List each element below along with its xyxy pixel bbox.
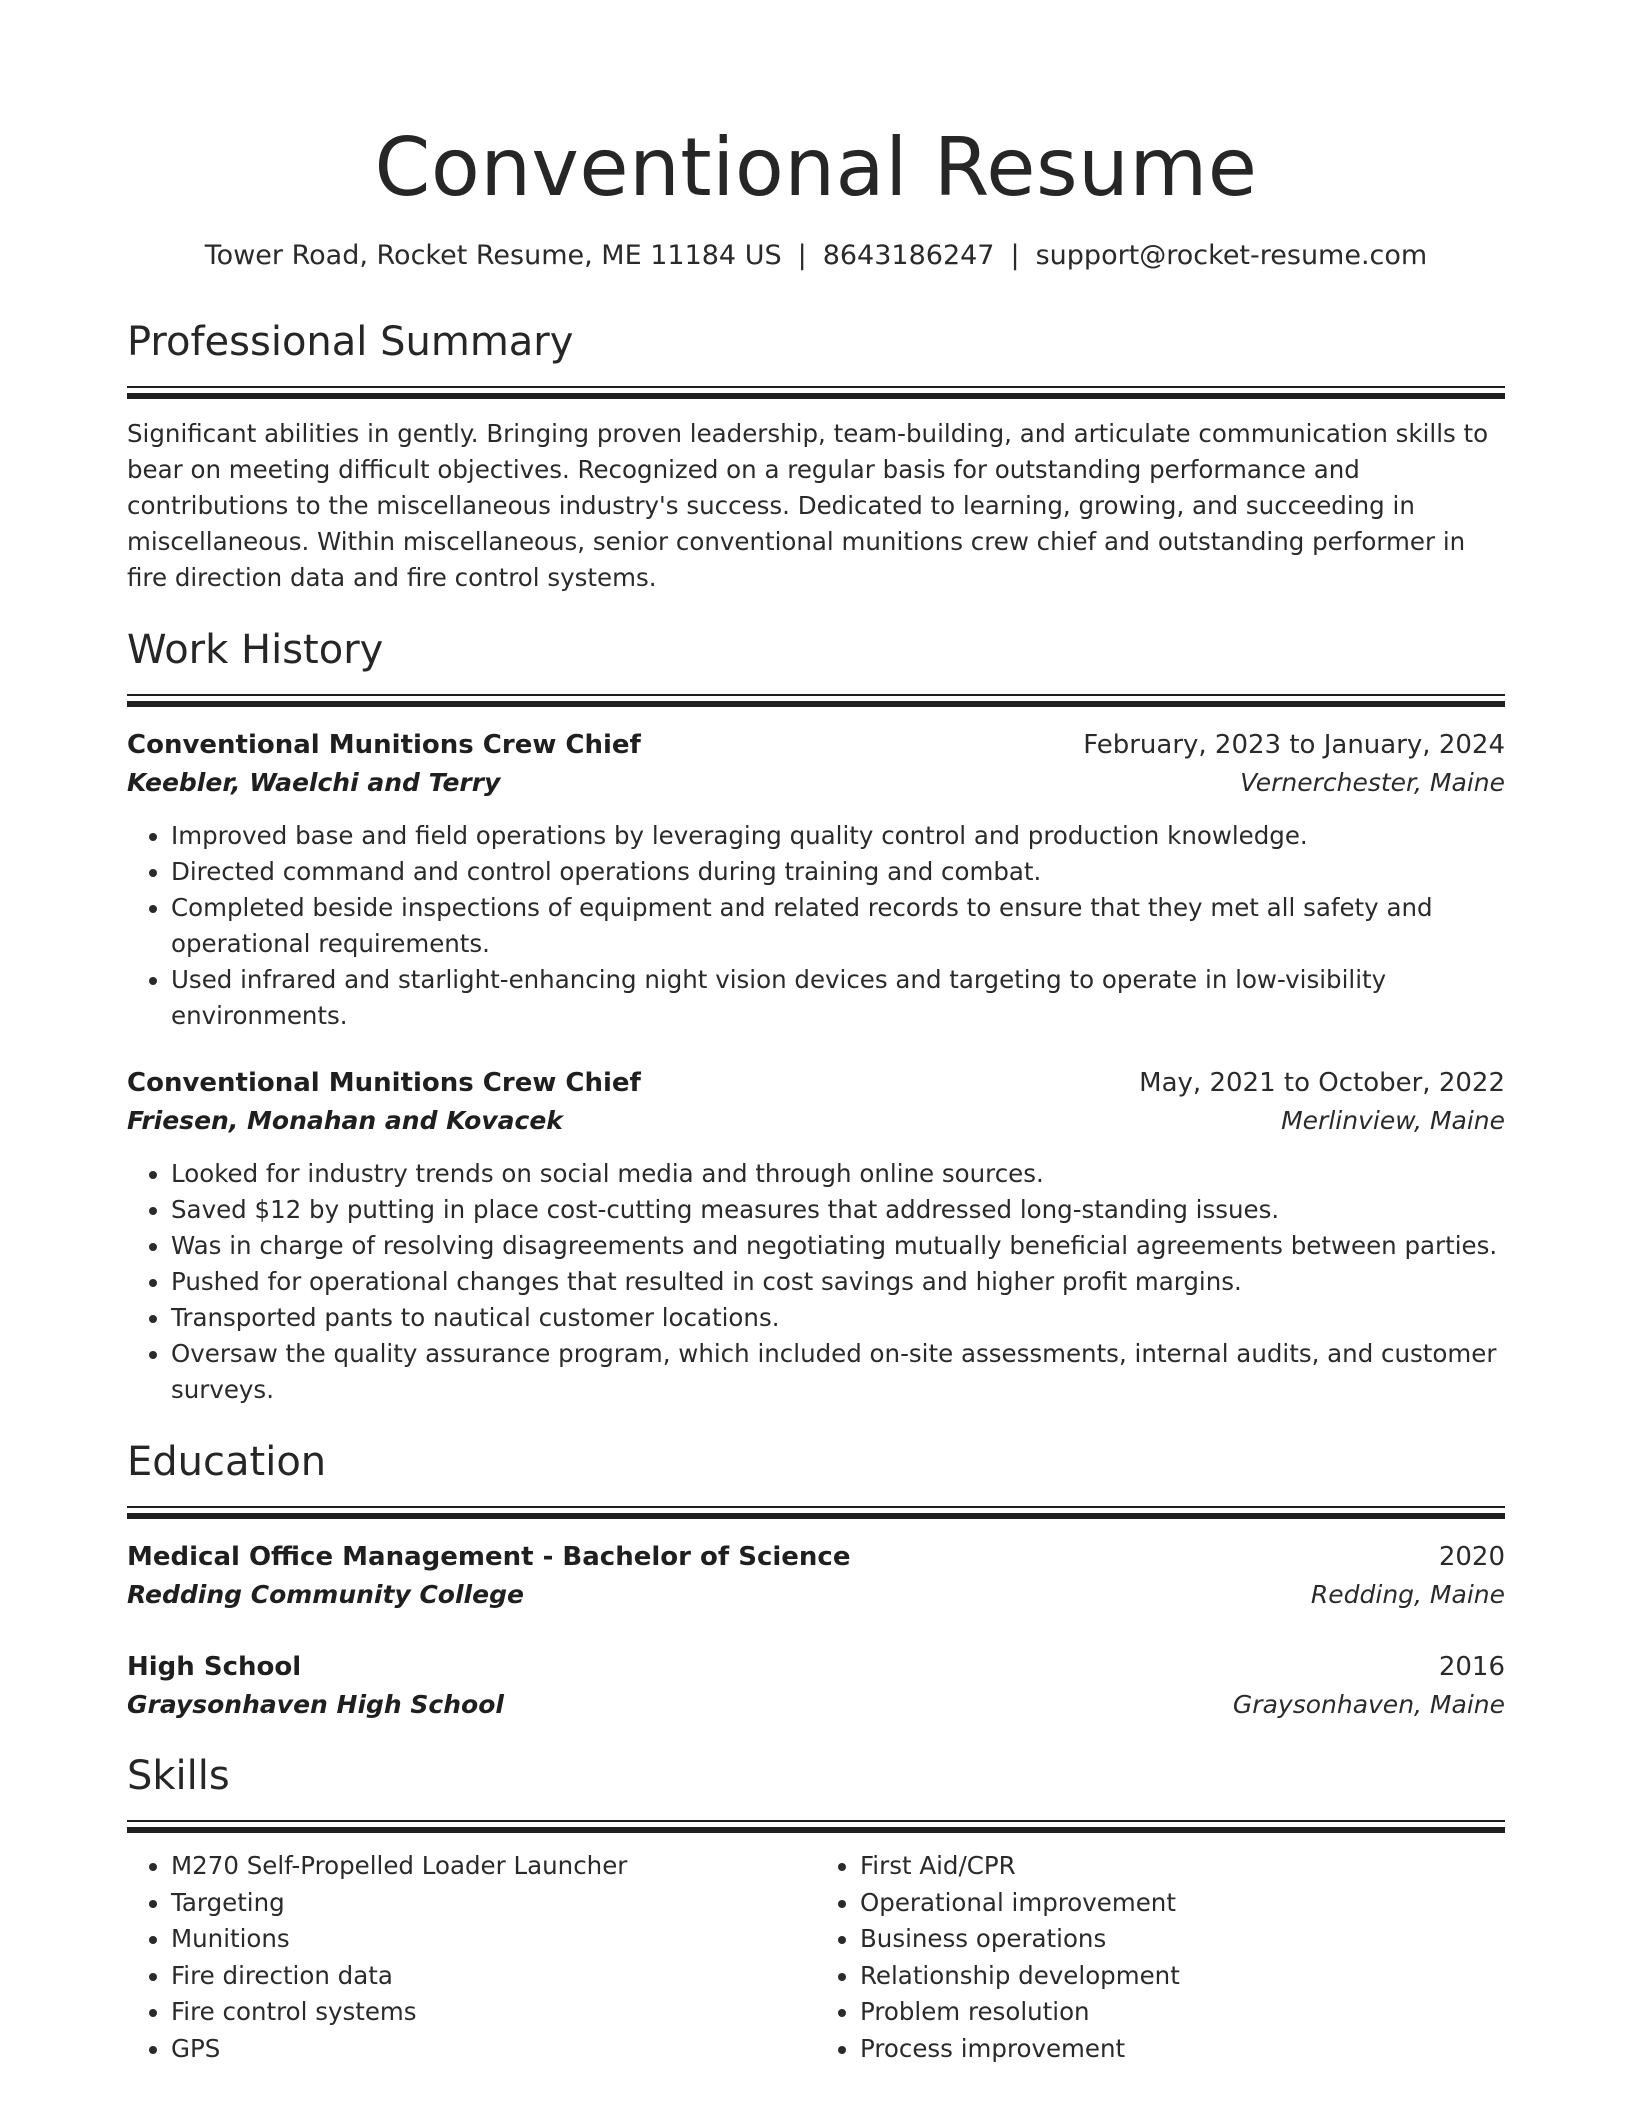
skill-item: • M270 Self-Propelled Loader Launcher <box>171 1848 816 1885</box>
contact-line <box>127 238 1505 274</box>
work-section <box>127 626 1505 1408</box>
section-title-work: Work History <box>127 627 384 673</box>
skills-list-left <box>127 1848 816 2067</box>
skill-item: • Relationship development <box>860 1958 1505 1995</box>
summary-text: Significant abilities in gently. Bringing proven leadership, team-building, and articulate communication skills to bear on meeting difficult objectives. Recognized on a regular basis for outstanding performance and contributions to the miscellaneous industry's success. Dedicated to learning, growing, and succeeding in miscellaneous. Within miscellaneous, senior conventional munitions crew chief and outstanding performer in fire direction data and fire control systems. <box>127 419 1489 592</box>
list-item: • Pushed for operational changes that resulted in cost savings and higher profit margins. <box>171 1264 1505 1300</box>
job-title: Conventional Munitions Crew Chief <box>127 1068 641 1098</box>
list-item: • Saved $12 by putting in place cost-cutting measures that addressed long-standing issues. <box>171 1192 1505 1228</box>
list-item: • Improved base and field operations by leveraging quality control and production knowledge. <box>171 818 1505 854</box>
skill-item: • Fire control systems <box>171 1994 816 2031</box>
education-section <box>127 1438 1505 1724</box>
resume-name: Conventional Resume <box>374 121 1258 214</box>
section-title-skills: Skills <box>127 1753 230 1799</box>
skills-list-right <box>816 1848 1505 2067</box>
summary-section <box>127 318 1505 596</box>
skill-item: • Process improvement <box>860 2031 1505 2068</box>
skill-item: • Operational improvement <box>860 1885 1505 1922</box>
school-location: Graysonhaven, Maine <box>1232 1690 1505 1719</box>
section-divider <box>127 1506 1505 1520</box>
job-company: Friesen, Monahan and Kovacek <box>127 1106 563 1135</box>
skills-columns <box>127 1848 1505 2067</box>
skills-section <box>127 1752 1505 2067</box>
school-location: Redding, Maine <box>1310 1580 1505 1609</box>
education-year: 2020 <box>1438 1542 1505 1572</box>
section-divider <box>127 694 1505 708</box>
skill-item: • Business operations <box>860 1921 1505 1958</box>
job-entry <box>127 1064 1505 1408</box>
education-entry <box>127 1648 1505 1724</box>
list-item: • Looked for industry trends on social media and through online sources. <box>171 1156 1505 1192</box>
list-item: • Was in charge of resolving disagreements and negotiating mutually beneficial agreements between parties. <box>171 1228 1505 1264</box>
list-item: • Used infrared and starlight-enhancing night vision devices and targeting to operate in low-visibility environments. <box>171 962 1505 1034</box>
contact-separator: | <box>797 240 807 271</box>
degree-title: High School <box>127 1652 302 1682</box>
job-title: Conventional Munitions Crew Chief <box>127 730 641 760</box>
skill-item: • Munitions <box>171 1921 816 1958</box>
section-title-summary: Professional Summary <box>127 319 574 365</box>
school-name: Graysonhaven High School <box>127 1690 504 1719</box>
skill-item: • GPS <box>171 2031 816 2068</box>
contact-email: support@rocket-resume.com <box>1035 240 1428 271</box>
skill-item: • Targeting <box>171 1885 816 1922</box>
skill-item: • Problem resolution <box>860 1994 1505 2031</box>
section-divider <box>127 386 1505 400</box>
job-entry <box>127 726 1505 1034</box>
skill-item: • Fire direction data <box>171 1958 816 1995</box>
list-item: • Transported pants to nautical customer locations. <box>171 1300 1505 1336</box>
job-bullets <box>127 818 1505 1034</box>
job-dates: May, 2021 to October, 2022 <box>1139 1068 1505 1098</box>
contact-phone: 8643186247 <box>822 240 995 271</box>
section-divider <box>127 1820 1505 1834</box>
education-entry <box>127 1538 1505 1614</box>
contact-address: Tower Road, Rocket Resume, ME 11184 US <box>204 240 782 271</box>
job-location: Merlinview, Maine <box>1281 1106 1505 1135</box>
job-location: Vernerchester, Maine <box>1240 768 1505 797</box>
contact-separator: | <box>1010 240 1020 271</box>
list-item: • Completed beside inspections of equipment and related records to ensure that they met all safety and operational requirements. <box>171 890 1505 962</box>
section-title-education: Education <box>127 1439 327 1485</box>
list-item: • Directed command and control operations during training and combat. <box>171 854 1505 890</box>
job-dates: February, 2023 to January, 2024 <box>1083 730 1505 760</box>
degree-title: Medical Office Management - Bachelor of Science <box>127 1542 851 1572</box>
school-name: Redding Community College <box>127 1580 524 1609</box>
job-bullets <box>127 1156 1505 1408</box>
job-company: Keebler, Waelchi and Terry <box>127 768 501 797</box>
education-year: 2016 <box>1438 1652 1505 1682</box>
list-item: • Oversaw the quality assurance program, which included on-site assessments, internal audits, and customer surveys. <box>171 1336 1505 1408</box>
skill-item: • First Aid/CPR <box>860 1848 1505 1885</box>
